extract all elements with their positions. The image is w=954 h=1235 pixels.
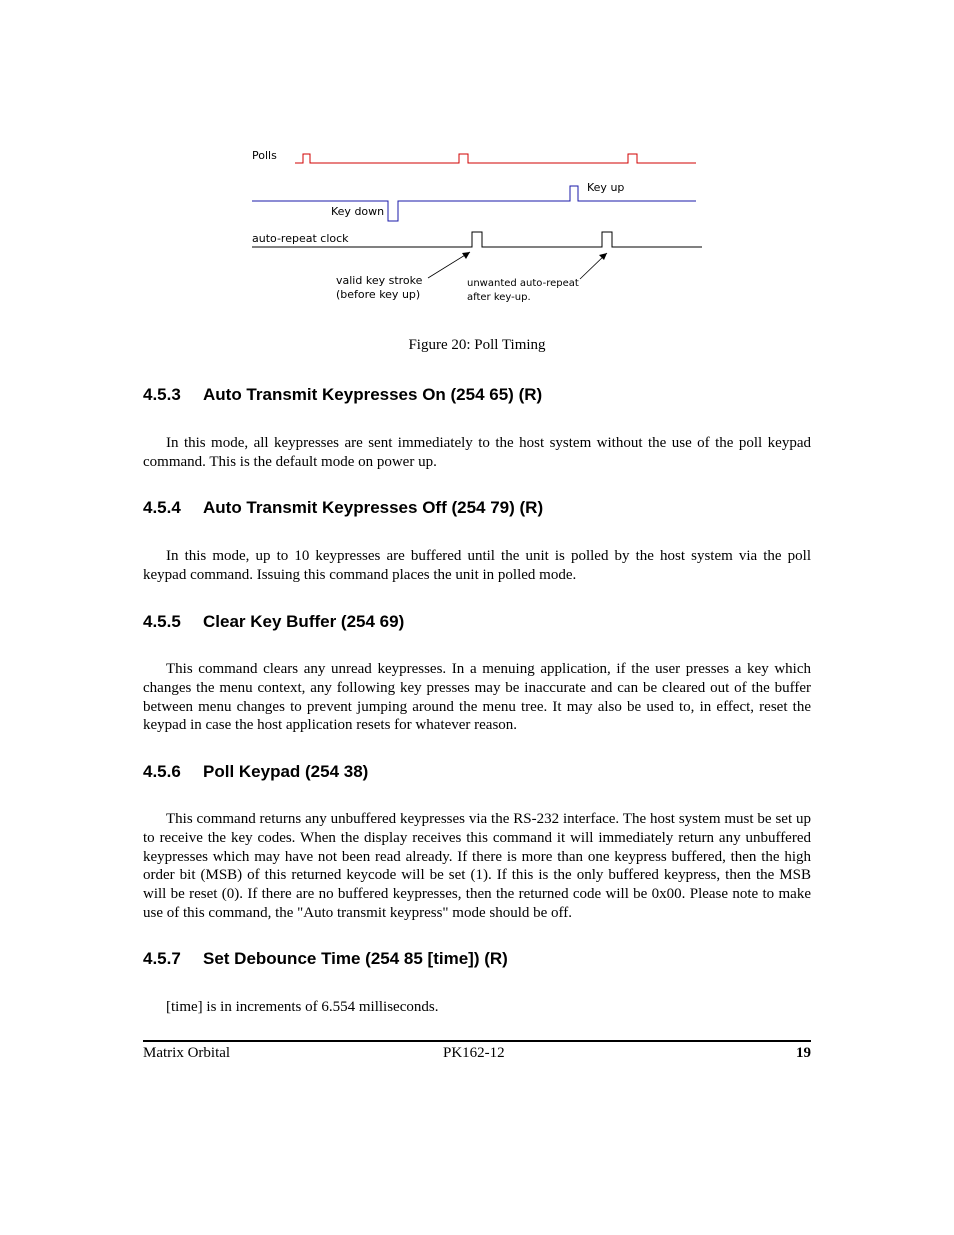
section-heading: [143, 611, 811, 633]
section-paragraph: This command clears any unread keypresses. In a menuing application, if the user presses a key which changes the menu context, any following key presses may be inaccurate and can be cleared out of the buffer between menu changes to prevent jumping around the menu tree. It may also be used to, in effect, reset the keypad in case the host application resets for whatever reason.: [143, 661, 811, 734]
auto-repeat-clock-label: auto-repeat clock: [252, 232, 349, 245]
page-footer: [143, 1045, 811, 1065]
section-4-5-6: [143, 761, 811, 783]
polls-label: Polls: [252, 149, 277, 162]
section-title: Set Debounce Time (254 85 [time]) (R): [203, 949, 508, 968]
section-number: 4.5.7: [143, 949, 181, 968]
figure-caption: Figure 20: Poll Timing: [408, 337, 546, 353]
footer-rule: [143, 1040, 811, 1042]
key-up-label: Key up: [587, 181, 625, 194]
section-4-5-3: [143, 384, 811, 406]
section-paragraph: In this mode, all keypresses are sent immediately to the host system without the use of the poll keypad command. This is the default mode on power up.: [143, 435, 811, 470]
section-4-5-4: [143, 497, 811, 519]
valid-keystroke-label: valid key stroke: [336, 274, 423, 287]
valid-arrow-line: [428, 252, 470, 278]
section-number: 4.5.3: [143, 385, 181, 404]
section-heading: [143, 497, 811, 519]
section-title: Clear Key Buffer (254 69): [203, 612, 405, 631]
section-paragraph: In this mode, up to 10 keypresses are buffered until the unit is polled by the host system via the poll keypad command. Issuing this command places the unit in polled mode.: [143, 548, 811, 583]
section-paragraph: [time] is in increments of 6.554 milliseconds.: [166, 999, 439, 1015]
section-title: Auto Transmit Keypresses On (254 65) (R): [203, 385, 543, 404]
unwanted-arrow-head: [599, 253, 607, 260]
key-down-label: Key down: [331, 205, 385, 218]
section-4-5-3-body: [143, 434, 811, 472]
section-heading: [143, 948, 811, 970]
unwanted-repeat-label: unwanted auto-repeat: [467, 278, 579, 289]
section-paragraph: This command returns any unbuffered keypresses via the RS-232 interface. The host system must be set up to receive the key codes. When the display receives this command it will immediately return any unbuffered keypresses which may have not been read already. If there is more than one keypress buffered, then the high order bit (MSB) of this returned keycode will be set (1). If this is the only buffered keypress, then the MSB will be reset (0). If there are no buffered keypresses, then the returned code will be 0x00. Please note to make use of this command, the "Auto transmit keypress" mode should be off.: [143, 811, 811, 921]
key-waveform: [252, 186, 696, 221]
section-number: 4.5.5: [143, 612, 181, 631]
section-heading: [143, 384, 811, 406]
unwanted-repeat-sub-label: after key-up.: [467, 292, 531, 303]
section-title: Poll Keypad (254 38): [203, 762, 369, 781]
section-number: 4.5.6: [143, 762, 181, 781]
section-4-5-7-body: [143, 998, 811, 1017]
section-4-5-4-body: [143, 547, 811, 585]
valid-arrow-head: [462, 252, 470, 259]
section-heading: [143, 761, 811, 783]
section-4-5-5-body: [143, 660, 811, 735]
polls-waveform: [295, 154, 696, 163]
section-number: 4.5.4: [143, 498, 181, 517]
valid-keystroke-sub-label: (before key up): [336, 288, 421, 301]
footer-model: PK162-12: [443, 1045, 505, 1061]
section-title: Auto Transmit Keypresses Off (254 79) (R): [203, 498, 544, 517]
timing-diagram-svg: [250, 140, 705, 310]
section-4-5-5: [143, 611, 811, 633]
footer-company: Matrix Orbital: [143, 1045, 231, 1061]
section-4-5-6-body: [143, 810, 811, 923]
page-number: 19: [796, 1045, 811, 1061]
poll-timing-diagram: [250, 140, 705, 310]
section-4-5-7: [143, 948, 811, 970]
